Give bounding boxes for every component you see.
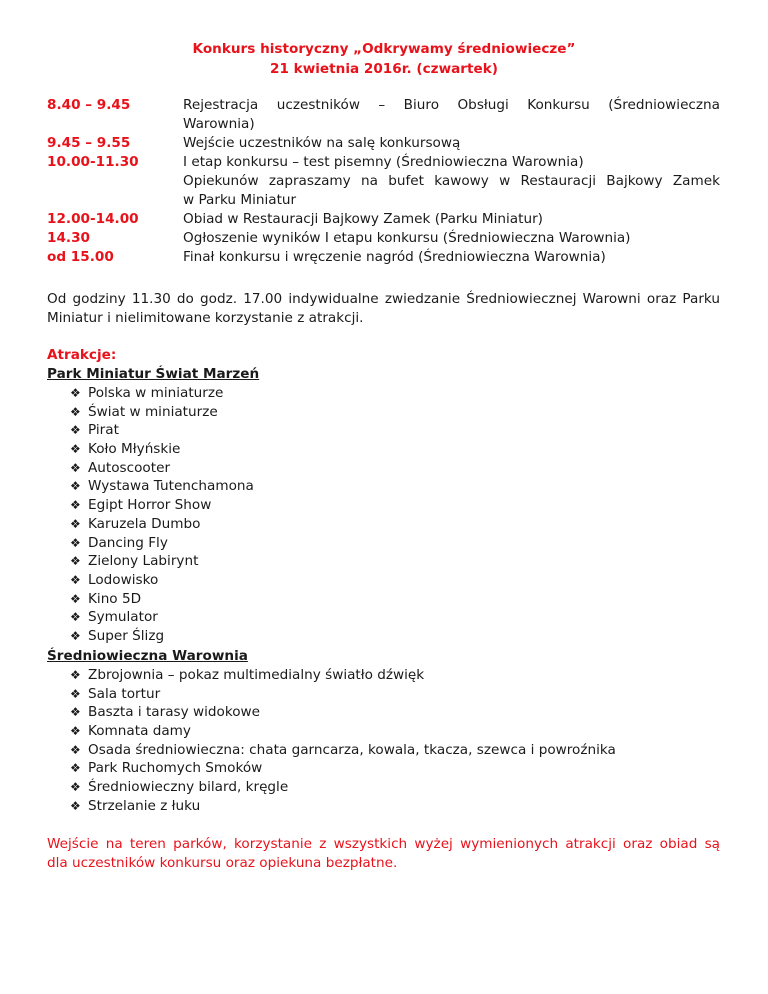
diamond-bullet-icon: ❖ xyxy=(70,554,81,569)
list-item-label: Strzelanie z łuku xyxy=(88,797,201,814)
schedule-desc: Rejestracja uczestników – Biuro Obsługi Konkursu (Średniowieczna xyxy=(183,97,720,113)
diamond-bullet-icon: ❖ xyxy=(70,516,81,531)
list-item-label: Średniowieczny bilard, kręgle xyxy=(88,779,289,796)
schedule-desc: Wejście uczestników na salę konkursową xyxy=(183,135,461,151)
list-item-label: Polska w miniaturze xyxy=(88,385,224,401)
diamond-bullet-icon: ❖ xyxy=(70,705,81,720)
diamond-bullet-icon: ❖ xyxy=(70,780,81,795)
footer-note-line-2: dla uczestników konkursu oraz opiekuna bezpłatne. xyxy=(47,855,398,871)
list-item-label: Zbrojownia – pokaz multimedialny światło dźwięk xyxy=(88,667,425,683)
schedule-time: 9.45 – 9.55 xyxy=(47,135,131,151)
list-item-label: Świat w miniaturze xyxy=(88,403,218,420)
schedule-desc: Ogłoszenie wyników I etapu konkursu (Średniowieczna Warownia) xyxy=(183,230,631,246)
list-item-label: Koło Młyńskie xyxy=(88,441,181,458)
schedule-time: 8.40 – 9.45 xyxy=(47,97,131,113)
diamond-bullet-icon: ❖ xyxy=(70,798,81,813)
list-item-label: Sala tortur xyxy=(88,685,161,702)
list-item xyxy=(70,384,254,403)
schedule-desc-cont: Warownia) xyxy=(183,116,255,132)
list-item xyxy=(70,477,254,496)
attractions-label: Atrakcje: xyxy=(47,347,117,363)
list-item xyxy=(70,440,254,459)
list-item xyxy=(70,459,254,478)
list-item-label: Kino 5D xyxy=(88,590,142,607)
schedule-time: od 15.00 xyxy=(47,249,114,265)
list-item-label: Baszta i tarasy widokowe xyxy=(88,704,261,721)
list-item xyxy=(70,590,254,609)
schedule-note: Opiekunów zapraszamy na bufet kawowy w Restauracji Bajkowy Zamek xyxy=(183,173,720,189)
diamond-bullet-icon: ❖ xyxy=(70,404,81,419)
park-attractions-list xyxy=(70,384,254,646)
list-item xyxy=(70,608,254,627)
footer-note-line-1: Wejście na teren parków, korzystanie z wszystkich wyżej wymienionych atrakcji oraz obiad są xyxy=(47,836,720,852)
schedule-time: 12.00-14.00 xyxy=(47,211,139,227)
title-line-2: 21 kwietnia 2016r. (czwartek) xyxy=(270,61,498,77)
visiting-info-line-1: Od godziny 11.30 do godz. 17.00 indywidualne zwiedzanie Średniowiecznej Warowni oraz Parku xyxy=(47,291,720,307)
list-item xyxy=(70,496,254,515)
warownia-section-title: Średniowieczna Warownia xyxy=(47,648,248,664)
schedule-desc: I etap konkursu – test pisemny (Średniowieczna Warownia) xyxy=(183,154,584,170)
visiting-info-line-2: Miniatur i nielimitowane korzystanie z atrakcji. xyxy=(47,310,364,326)
diamond-bullet-icon: ❖ xyxy=(70,423,81,438)
list-item xyxy=(70,552,254,571)
list-item-label: Karuzela Dumbo xyxy=(88,515,201,532)
list-item xyxy=(70,722,616,741)
list-item xyxy=(70,741,616,760)
list-item-label: Osada średniowieczna: chata garncarza, kowala, tkacza, szewca i powroźnika xyxy=(88,741,616,758)
diamond-bullet-icon: ❖ xyxy=(70,442,81,457)
diamond-bullet-icon: ❖ xyxy=(70,668,81,682)
list-item-label: Dancing Fly xyxy=(88,534,168,551)
diamond-bullet-icon: ❖ xyxy=(70,535,81,550)
list-item-label: Zielony Labirynt xyxy=(88,553,199,570)
diamond-bullet-icon: ❖ xyxy=(70,686,81,701)
diamond-bullet-icon: ❖ xyxy=(70,742,81,757)
schedule-desc: Obiad w Restauracji Bajkowy Zamek (Parku Miniatur) xyxy=(183,211,543,227)
diamond-bullet-icon: ❖ xyxy=(70,460,81,475)
list-item xyxy=(70,403,254,422)
list-item-label: Super Ślizg xyxy=(88,627,165,644)
diamond-bullet-icon: ❖ xyxy=(70,386,81,400)
schedule-time: 10.00-11.30 xyxy=(47,154,139,170)
list-item-label: Komnata damy xyxy=(88,723,191,740)
diamond-bullet-icon: ❖ xyxy=(70,724,81,739)
list-item xyxy=(70,685,616,704)
schedule-time: 14.30 xyxy=(47,230,90,246)
diamond-bullet-icon: ❖ xyxy=(70,628,81,643)
list-item xyxy=(70,515,254,534)
list-item xyxy=(70,666,616,685)
document-title xyxy=(0,39,768,79)
schedule-note-cont: w Parku Miniatur xyxy=(183,192,297,208)
list-item xyxy=(70,627,254,646)
list-item-label: Symulator xyxy=(88,609,158,626)
diamond-bullet-icon: ❖ xyxy=(70,761,81,776)
diamond-bullet-icon: ❖ xyxy=(70,591,81,606)
title-line-1: Konkurs historyczny „Odkrywamy średniowiecze” xyxy=(192,41,576,57)
list-item xyxy=(70,797,616,816)
list-item xyxy=(70,759,616,778)
list-item xyxy=(70,778,616,797)
list-item-label: Pirat xyxy=(88,422,119,439)
list-item xyxy=(70,571,254,590)
diamond-bullet-icon: ❖ xyxy=(70,498,81,513)
list-item-label: Egipt Horror Show xyxy=(88,497,212,514)
warownia-attractions-list xyxy=(70,666,616,816)
list-item-label: Autoscooter xyxy=(88,459,171,476)
list-item-label: Wystawa Tutenchamona xyxy=(88,478,254,495)
diamond-bullet-icon: ❖ xyxy=(70,479,81,494)
list-item xyxy=(70,421,254,440)
diamond-bullet-icon: ❖ xyxy=(70,572,81,587)
list-item xyxy=(70,534,254,553)
diamond-bullet-icon: ❖ xyxy=(70,610,81,625)
list-item xyxy=(70,703,616,722)
park-section-title: Park Miniatur Świat Marzeń xyxy=(47,366,260,382)
list-item-label: Park Ruchomych Smoków xyxy=(88,760,263,777)
schedule-desc: Finał konkursu i wręczenie nagród (Średniowieczna Warownia) xyxy=(183,249,606,265)
list-item-label: Lodowisko xyxy=(88,571,159,588)
